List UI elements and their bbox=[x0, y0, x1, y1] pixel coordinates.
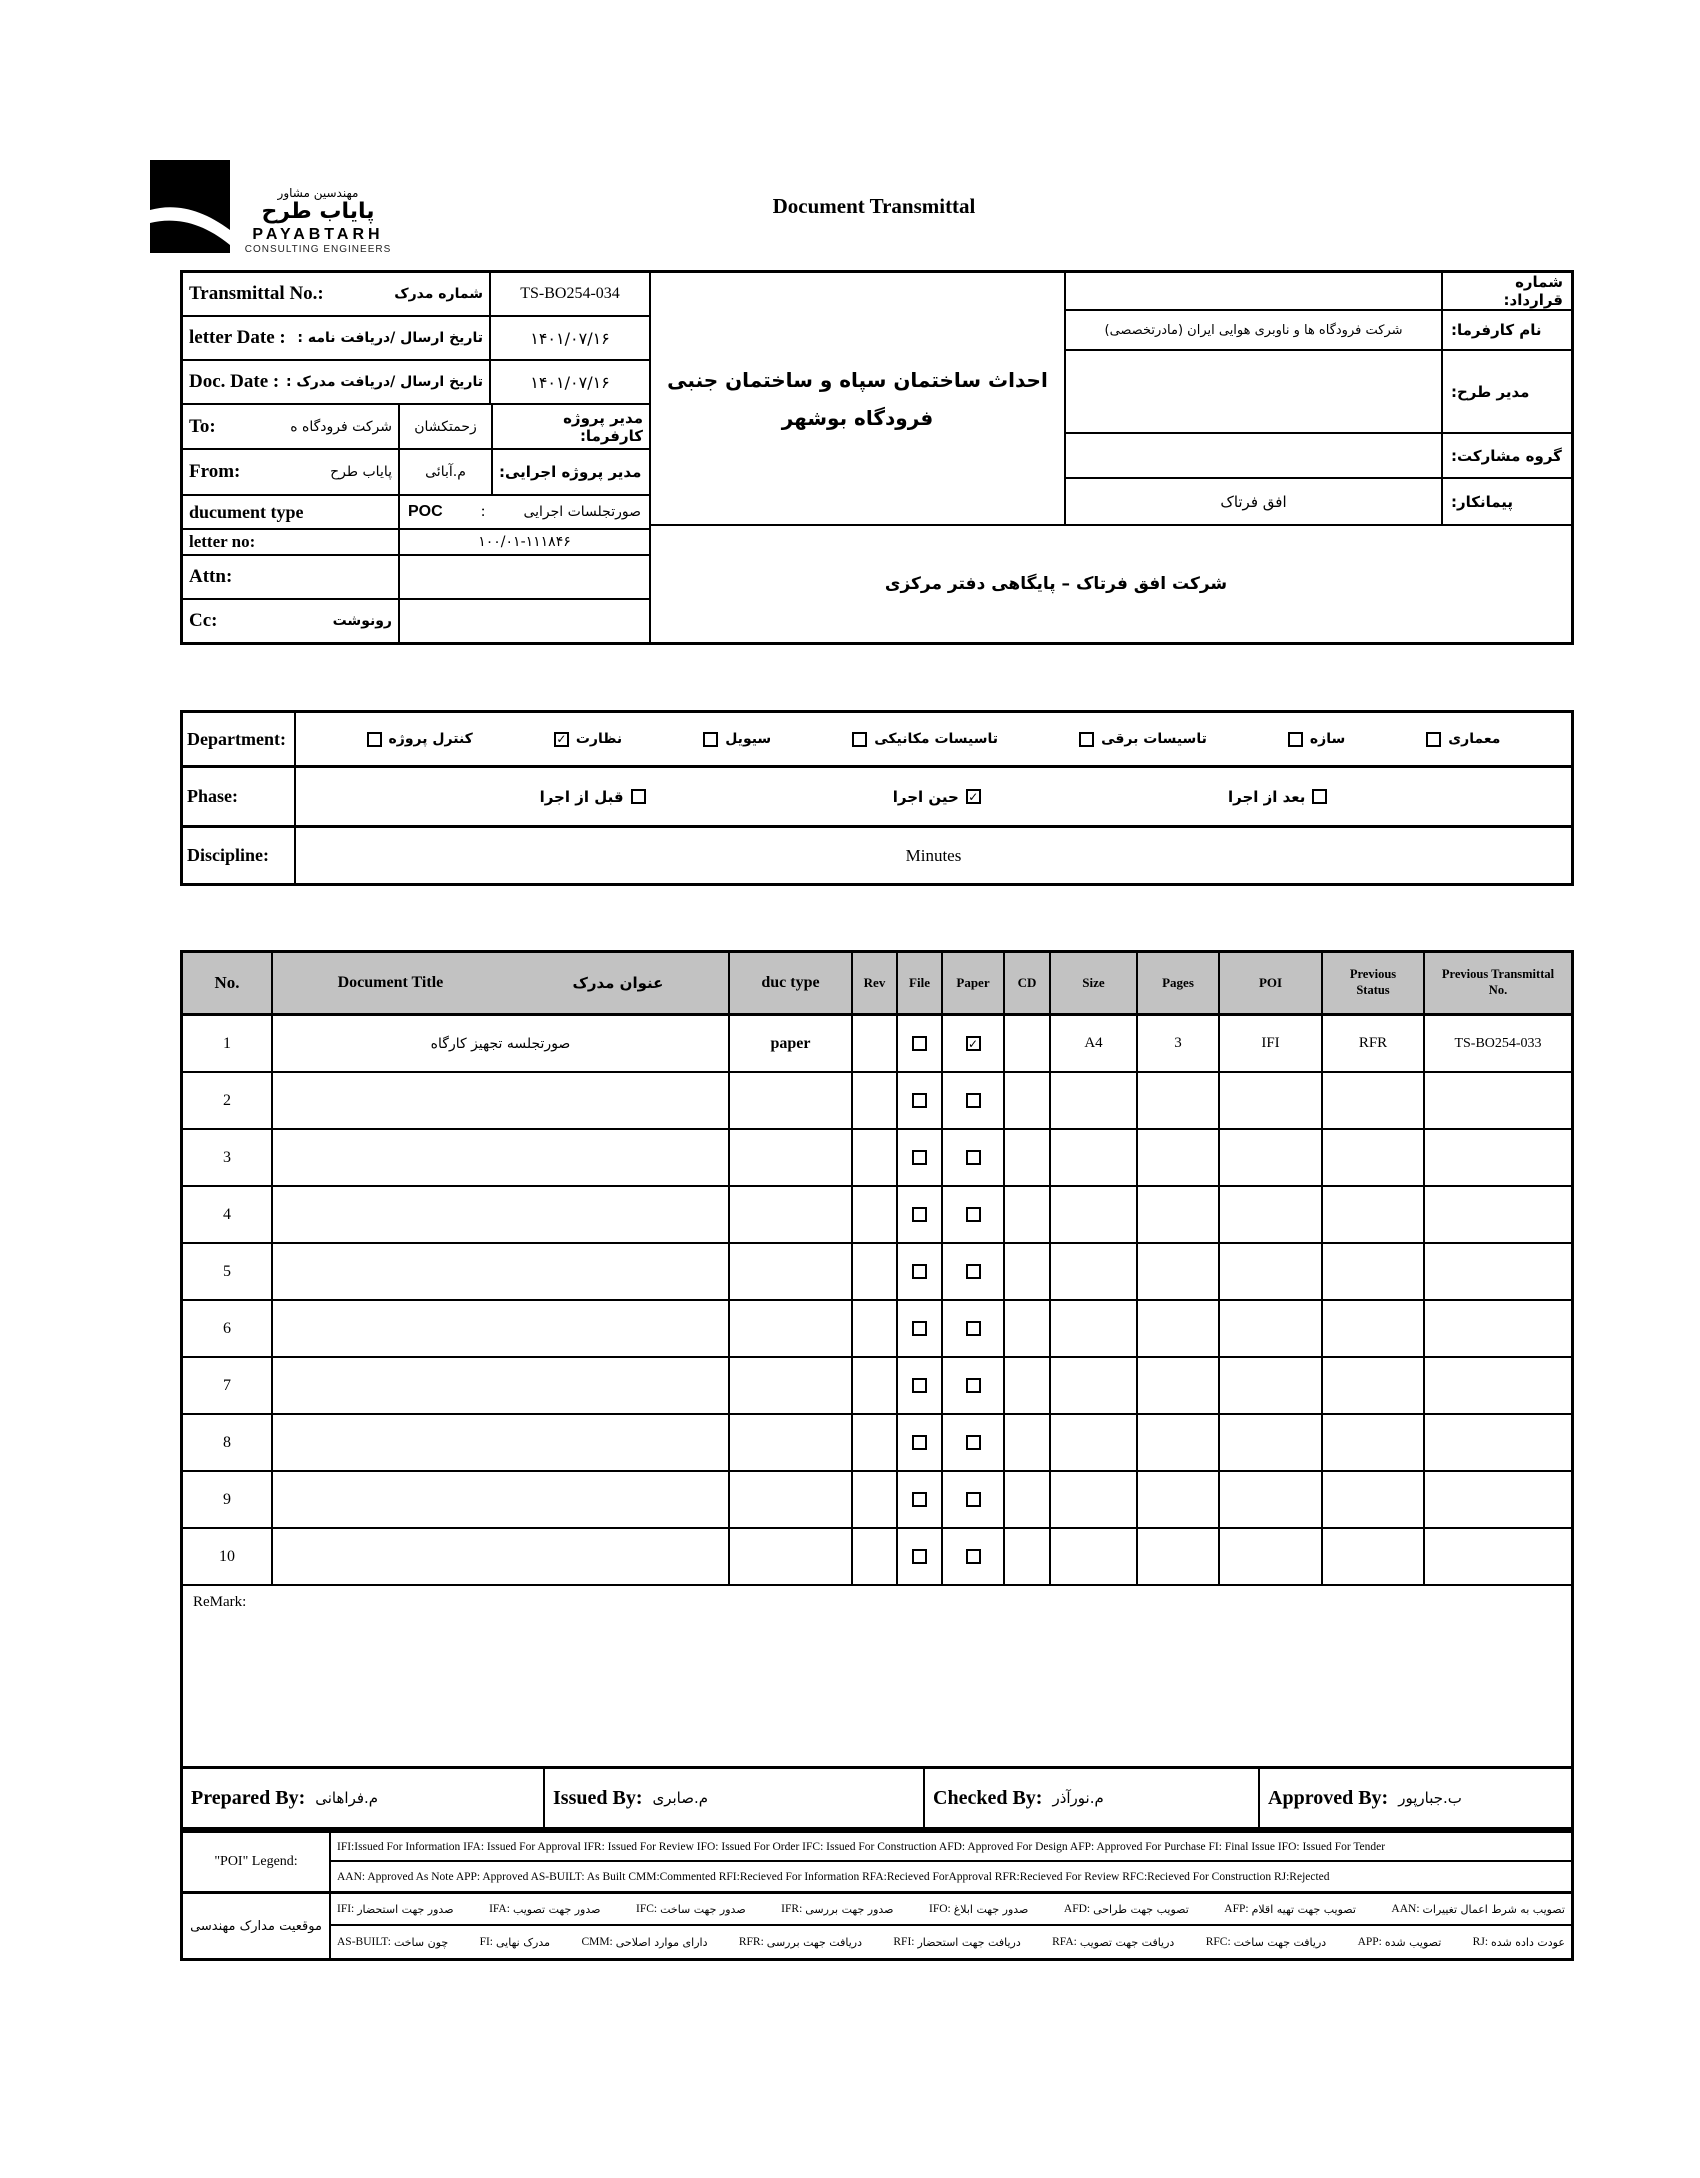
cell-paper bbox=[941, 1358, 1003, 1413]
cell-no: 6 bbox=[223, 1319, 231, 1337]
cell-title bbox=[271, 1187, 728, 1242]
cell-rev bbox=[851, 1073, 896, 1128]
poi-legend-en-line1: IFI:Issued For Information IFA: Issued For Approval IFR: Issued For Review IFO: Issued For Order IFC: Issued For Construction AFD: Approved For Design AFP: Approved For Purchase FI: Final Issue IFO: Issued For Tender bbox=[331, 1833, 1571, 1862]
poi-legend-fa-section bbox=[183, 1894, 1571, 1958]
cell-rev bbox=[851, 1244, 896, 1299]
checked-by-value: م.نورآذر bbox=[1052, 1789, 1104, 1807]
cell-paper bbox=[941, 1244, 1003, 1299]
cell-title bbox=[271, 1244, 728, 1299]
header-prev-status: Previous Status bbox=[1321, 953, 1423, 1013]
cell-cd bbox=[1003, 1073, 1049, 1128]
header-duc-type: duc type bbox=[728, 953, 851, 1013]
cell-cd bbox=[1003, 1016, 1049, 1071]
cell-pages bbox=[1136, 1130, 1218, 1185]
letter-date-label-fa: تاریخ ارسال /دریافت نامه : bbox=[297, 330, 483, 346]
cell-prev-transmittal bbox=[1423, 1073, 1571, 1128]
cell-title: صورتجلسه تجهیز کارگاه bbox=[271, 1016, 728, 1071]
mechanical-checkbox[interactable] bbox=[852, 732, 867, 747]
cell-title bbox=[271, 1415, 728, 1470]
cell-poi bbox=[1218, 1529, 1321, 1584]
cell-no: 4 bbox=[223, 1205, 231, 1223]
cell-pages bbox=[1136, 1187, 1218, 1242]
cell-rev bbox=[851, 1358, 896, 1413]
cell-prev-transmittal bbox=[1423, 1130, 1571, 1185]
cell-duc-type bbox=[728, 1529, 851, 1584]
plan-manager-value bbox=[1066, 351, 1441, 432]
classification-table bbox=[180, 710, 1574, 886]
legend-item: AFP: تصویب جهت تهیه اقلام bbox=[1224, 1902, 1356, 1916]
legend-item: IFA: صدور جهت تصویب bbox=[489, 1902, 601, 1916]
cell-duc-type bbox=[728, 1301, 851, 1356]
department-item-electrical: تاسیسات برقی bbox=[1079, 731, 1207, 747]
poi-legend-en-line2: AAN: Approved As Note APP: Approved AS-BUILT: As Built CMM:Commented RFI:Recieved For Information RFA:Recieved ForApproval RFR:Recieved For Review RFC:Recieved For Construction RJ:Rejected bbox=[337, 1870, 1330, 1883]
cell-title bbox=[271, 1472, 728, 1527]
doc-row-9 bbox=[183, 1472, 1571, 1529]
approved-by-label: Approved By: bbox=[1268, 1786, 1389, 1809]
legend-item: APP: تصویب شده bbox=[1357, 1935, 1442, 1949]
doc-row-4 bbox=[183, 1187, 1571, 1244]
logo-name-en: PAYABTARH bbox=[252, 226, 384, 244]
letter-no-value: ۱۰۰/۰۱-۱۱۱۸۴۶ bbox=[398, 530, 649, 554]
row-attn bbox=[183, 556, 649, 600]
row-to bbox=[183, 405, 649, 450]
prepared-by-cell bbox=[183, 1769, 543, 1827]
doc-date-label-en: Doc. Date : bbox=[189, 371, 280, 392]
file-checkbox[interactable] bbox=[912, 1264, 927, 1279]
row-document-type bbox=[183, 496, 649, 530]
doc-row-1 bbox=[183, 1016, 1571, 1073]
cell-paper bbox=[941, 1130, 1003, 1185]
document-type-label: ducument type bbox=[189, 501, 304, 522]
project-title-line2: فرودگاه بوشهر bbox=[781, 405, 934, 430]
cell-no: 1 bbox=[223, 1034, 231, 1052]
phase-during-checkbox[interactable]: ✓ bbox=[966, 789, 981, 804]
issued-by-value: م.صابری bbox=[652, 1789, 709, 1807]
cell-duc-type bbox=[728, 1073, 851, 1128]
cell-pages bbox=[1136, 1358, 1218, 1413]
cell-duc-type: paper bbox=[728, 1016, 851, 1071]
department-label: Department: bbox=[183, 713, 296, 765]
approved-by-cell bbox=[1258, 1769, 1571, 1827]
legend-item: AFD: تصویب جهت طراحی bbox=[1063, 1902, 1189, 1916]
cell-file bbox=[896, 1244, 941, 1299]
cell-prev-status bbox=[1321, 1415, 1423, 1470]
row-partnership bbox=[1066, 434, 1571, 479]
department-item-structure: سازه bbox=[1288, 731, 1345, 747]
legend-item: RFR: دریافت جهت بررسی bbox=[738, 1935, 862, 1949]
cell-file bbox=[896, 1016, 941, 1071]
cell-rev bbox=[851, 1016, 896, 1071]
cell-size bbox=[1049, 1130, 1136, 1185]
cell-size bbox=[1049, 1244, 1136, 1299]
legend-item: AS-BUILT: چون ساخت bbox=[337, 1935, 449, 1949]
legend-item: IFR: صدور جهت بررسی bbox=[781, 1902, 894, 1916]
cell-size bbox=[1049, 1187, 1136, 1242]
paper-checkbox[interactable] bbox=[966, 1549, 981, 1564]
contractor-value: افق فرتاک bbox=[1220, 492, 1287, 511]
discipline-label: Discipline: bbox=[183, 828, 296, 883]
client-label: نام کارفرما: bbox=[1441, 311, 1571, 349]
legend-item: RFI: دریافت جهت استحضار bbox=[893, 1935, 1021, 1949]
cell-prev-transmittal bbox=[1423, 1472, 1571, 1527]
cell-duc-type bbox=[728, 1472, 851, 1527]
department-item-project-control: کنترل پروژه bbox=[367, 731, 473, 747]
phase-after-checkbox[interactable] bbox=[1312, 789, 1327, 804]
contract-no-label: شماره قرارداد: bbox=[1441, 273, 1571, 309]
transmittal-no-value: TS-BO254-034 bbox=[489, 273, 649, 315]
phase-row bbox=[183, 768, 1571, 828]
paper-checkbox[interactable] bbox=[966, 1321, 981, 1336]
cell-paper bbox=[941, 1073, 1003, 1128]
letter-date-value: ۱۴۰۱/۰۷/۱۶ bbox=[489, 317, 649, 359]
cell-file bbox=[896, 1358, 941, 1413]
file-checkbox[interactable] bbox=[912, 1492, 927, 1507]
file-checkbox[interactable] bbox=[912, 1549, 927, 1564]
document-type-fa: صورتجلسات اجرایی bbox=[523, 504, 641, 520]
legend-item: IFI: صدور جهت استحضار bbox=[337, 1902, 454, 1916]
cell-paper bbox=[941, 1301, 1003, 1356]
cell-size bbox=[1049, 1415, 1136, 1470]
cell-title bbox=[271, 1130, 728, 1185]
header-cd: CD bbox=[1003, 953, 1049, 1013]
fa-legend-line2 bbox=[331, 1926, 1571, 1958]
approved-by-value: ب.جبارپور bbox=[1398, 1789, 1462, 1807]
cell-size bbox=[1049, 1472, 1136, 1527]
cell-cd bbox=[1003, 1358, 1049, 1413]
poi-legend-label: "POI" Legend: bbox=[183, 1833, 331, 1891]
row-letter-no bbox=[183, 530, 649, 556]
cell-prev-status bbox=[1321, 1073, 1423, 1128]
remark-label: ReMark: bbox=[193, 1594, 247, 1610]
file-checkbox[interactable] bbox=[912, 1321, 927, 1336]
document-type-code: POC bbox=[408, 503, 443, 520]
cell-poi: IFI bbox=[1218, 1016, 1321, 1071]
cell-pages bbox=[1136, 1244, 1218, 1299]
prepared-by-label: Prepared By: bbox=[191, 1786, 306, 1809]
legend-item: CMM: دارای موارد اصلاحی bbox=[581, 1935, 708, 1949]
cell-prev-transmittal bbox=[1423, 1244, 1571, 1299]
cell-paper bbox=[941, 1529, 1003, 1584]
cell-prev-transmittal bbox=[1423, 1529, 1571, 1584]
department-item-civil: سیویل bbox=[703, 731, 771, 747]
partnership-value bbox=[1066, 434, 1441, 477]
letter-no-label: letter no: bbox=[189, 532, 256, 551]
department-row bbox=[183, 713, 1571, 768]
poi-legend-en-section bbox=[183, 1833, 1571, 1894]
header-paper: Paper bbox=[941, 953, 1003, 1013]
header-size: Size bbox=[1049, 953, 1136, 1013]
cell-poi bbox=[1218, 1130, 1321, 1185]
cell-no: 10 bbox=[219, 1547, 235, 1565]
phase-item-before: قبل از اجرا bbox=[540, 788, 646, 806]
row-doc-date bbox=[183, 361, 649, 405]
cell-no: 7 bbox=[223, 1376, 231, 1394]
paper-checkbox[interactable] bbox=[966, 1492, 981, 1507]
cell-rev bbox=[851, 1301, 896, 1356]
paper-checkbox[interactable] bbox=[966, 1435, 981, 1450]
logo-tagline: مهندسین مشاور bbox=[277, 186, 359, 200]
project-title-cell bbox=[651, 273, 1066, 524]
fa-legend-line1 bbox=[331, 1894, 1571, 1926]
cell-file bbox=[896, 1187, 941, 1242]
contract-no-value bbox=[1066, 273, 1441, 309]
doc-row-3 bbox=[183, 1130, 1571, 1187]
client-value: شرکت فرودگاه ها و ناوبری هوایی ایران (مادرتخصصی) bbox=[1104, 322, 1403, 338]
cell-file bbox=[896, 1301, 941, 1356]
cell-poi bbox=[1218, 1244, 1321, 1299]
legend-item: RFC: دریافت جهت ساخت bbox=[1205, 1935, 1327, 1949]
cell-size bbox=[1049, 1529, 1136, 1584]
cell-duc-type bbox=[728, 1244, 851, 1299]
cell-cd bbox=[1003, 1301, 1049, 1356]
doc-date-value: ۱۴۰۱/۰۷/۱۶ bbox=[489, 361, 649, 403]
cell-paper bbox=[941, 1415, 1003, 1470]
file-checkbox[interactable] bbox=[912, 1093, 927, 1108]
row-client bbox=[1066, 311, 1571, 351]
file-checkbox[interactable] bbox=[912, 1207, 927, 1222]
cell-file bbox=[896, 1472, 941, 1527]
contractor-label: پیمانکار: bbox=[1441, 479, 1571, 524]
row-letter-date bbox=[183, 317, 649, 361]
cell-poi bbox=[1218, 1415, 1321, 1470]
cell-prev-status bbox=[1321, 1358, 1423, 1413]
doc-row-5 bbox=[183, 1244, 1571, 1301]
cell-no: 8 bbox=[223, 1433, 231, 1451]
header-poi: POI bbox=[1218, 953, 1321, 1013]
attn-label: Attn: bbox=[189, 566, 233, 587]
cell-duc-type bbox=[728, 1415, 851, 1470]
cell-pages bbox=[1136, 1472, 1218, 1527]
file-checkbox[interactable] bbox=[912, 1435, 927, 1450]
paper-checkbox[interactable] bbox=[966, 1207, 981, 1222]
doc-row-6 bbox=[183, 1301, 1571, 1358]
cell-poi bbox=[1218, 1301, 1321, 1356]
checked-by-label: Checked By: bbox=[933, 1786, 1043, 1809]
cc-label-en: Cc: bbox=[189, 610, 218, 631]
cell-no: 5 bbox=[223, 1262, 231, 1280]
cell-pages: 3 bbox=[1136, 1016, 1218, 1071]
cell-prev-status: RFR bbox=[1321, 1016, 1423, 1071]
cell-duc-type bbox=[728, 1130, 851, 1185]
header-prev-transmittal: Previous Transmittal No. bbox=[1423, 953, 1571, 1013]
cell-poi bbox=[1218, 1358, 1321, 1413]
cell-duc-type bbox=[728, 1187, 851, 1242]
cell-file bbox=[896, 1073, 941, 1128]
cell-file bbox=[896, 1415, 941, 1470]
cell-file bbox=[896, 1529, 941, 1584]
cell-no: 9 bbox=[223, 1490, 231, 1508]
cell-poi bbox=[1218, 1187, 1321, 1242]
cell-cd bbox=[1003, 1472, 1049, 1527]
cell-prev-status bbox=[1321, 1130, 1423, 1185]
legend-item: IFO: صدور جهت ابلاغ bbox=[929, 1902, 1029, 1916]
cell-prev-transmittal bbox=[1423, 1415, 1571, 1470]
architecture-checkbox[interactable] bbox=[1426, 732, 1441, 747]
to-value: شرکت فرودگاه ه bbox=[290, 418, 392, 435]
cell-no: 2 bbox=[223, 1091, 231, 1109]
cell-rev bbox=[851, 1130, 896, 1185]
discipline-row bbox=[183, 828, 1571, 883]
logo-subtitle: CONSULTING ENGINEERS bbox=[244, 244, 392, 256]
cell-size bbox=[1049, 1358, 1136, 1413]
doc-row-10 bbox=[183, 1529, 1571, 1586]
fa-legend-label: موقعیت مدارک مهندسی bbox=[183, 1894, 331, 1958]
cc-label-fa: رونوشت bbox=[332, 613, 392, 629]
poi-legend bbox=[180, 1830, 1574, 1961]
department-item-architecture: معماری bbox=[1426, 731, 1500, 747]
cell-cd bbox=[1003, 1529, 1049, 1584]
header-pages: Pages bbox=[1136, 953, 1218, 1013]
discipline-value: Minutes bbox=[905, 845, 962, 865]
paper-checkbox[interactable] bbox=[966, 1378, 981, 1393]
transmittal-no-label-fa: شماره مدرک bbox=[394, 286, 483, 302]
from-person: م.آبائی bbox=[398, 450, 491, 494]
transmittal-info-table bbox=[180, 270, 1574, 645]
to-label: To: bbox=[189, 415, 216, 437]
phase-before-checkbox[interactable] bbox=[631, 789, 646, 804]
cell-title bbox=[271, 1529, 728, 1584]
paper-checkbox[interactable]: ✓ bbox=[966, 1036, 981, 1051]
legend-item: IFC: صدور جهت ساخت bbox=[636, 1902, 746, 1916]
file-checkbox[interactable] bbox=[912, 1378, 927, 1393]
cell-paper bbox=[941, 1016, 1003, 1071]
department-item-mechanical: تاسیسات مکانیکی bbox=[852, 731, 998, 747]
transmittal-no-label-en: Transmittal No.: bbox=[189, 283, 324, 304]
supervision-checkbox[interactable]: ✓ bbox=[554, 732, 569, 747]
row-transmittal-no bbox=[183, 273, 649, 317]
row-contractor bbox=[1066, 479, 1571, 524]
checked-by-cell bbox=[923, 1769, 1258, 1827]
header-rev: Rev bbox=[851, 953, 896, 1013]
cell-title bbox=[271, 1358, 728, 1413]
from-role-label: مدیر پروژه اجرایی: bbox=[491, 450, 649, 494]
from-value: پایاب طرح bbox=[330, 464, 392, 480]
cell-pages bbox=[1136, 1073, 1218, 1128]
row-from bbox=[183, 450, 649, 496]
cell-prev-status bbox=[1321, 1301, 1423, 1356]
document-type-colon: : bbox=[480, 503, 486, 520]
row-contract-no bbox=[1066, 273, 1571, 311]
cell-cd bbox=[1003, 1415, 1049, 1470]
cell-prev-status bbox=[1321, 1472, 1423, 1527]
issued-by-cell bbox=[543, 1769, 923, 1827]
file-checkbox[interactable] bbox=[912, 1036, 927, 1051]
from-label: From: bbox=[189, 461, 241, 482]
cell-title bbox=[271, 1301, 728, 1356]
prepared-by-value: م.فراهانی bbox=[315, 1789, 379, 1807]
letter-date-label-en: letter Date : bbox=[189, 327, 286, 348]
project-control-checkbox[interactable] bbox=[367, 732, 382, 747]
paper-checkbox[interactable] bbox=[966, 1150, 981, 1165]
department-item-supervision: ✓ نظارت bbox=[554, 731, 622, 747]
cell-duc-type bbox=[728, 1358, 851, 1413]
header-title: Document Title عنوان مدرک bbox=[271, 953, 728, 1013]
logo-name-fa: پایاب طرح bbox=[261, 199, 375, 224]
header-no: No. bbox=[214, 973, 240, 993]
cell-rev bbox=[851, 1529, 896, 1584]
cell-prev-status bbox=[1321, 1244, 1423, 1299]
doc-row-7 bbox=[183, 1358, 1571, 1415]
paper-checkbox[interactable] bbox=[966, 1264, 981, 1279]
structure-checkbox[interactable] bbox=[1288, 732, 1303, 747]
cell-no: 3 bbox=[223, 1148, 231, 1166]
cell-file bbox=[896, 1130, 941, 1185]
cell-cd bbox=[1003, 1187, 1049, 1242]
phase-item-during: حین اجرا ✓ bbox=[893, 788, 981, 806]
row-plan-manager bbox=[1066, 351, 1571, 434]
file-checkbox[interactable] bbox=[912, 1150, 927, 1165]
civil-checkbox[interactable] bbox=[703, 732, 718, 747]
signature-row bbox=[180, 1766, 1574, 1830]
legend-item: RFA: دریافت جهت تصویب bbox=[1052, 1935, 1175, 1949]
document-table-header bbox=[183, 953, 1571, 1016]
cell-prev-transmittal bbox=[1423, 1358, 1571, 1413]
header-file: File bbox=[896, 953, 941, 1013]
cell-title bbox=[271, 1073, 728, 1128]
phase-label: Phase: bbox=[183, 768, 296, 825]
remark-area bbox=[183, 1586, 1571, 1766]
cell-size bbox=[1049, 1301, 1136, 1356]
cell-rev bbox=[851, 1187, 896, 1242]
electrical-checkbox[interactable] bbox=[1079, 732, 1094, 747]
cell-cd bbox=[1003, 1130, 1049, 1185]
cell-poi bbox=[1218, 1472, 1321, 1527]
phase-item-after: بعد از اجرا bbox=[1228, 788, 1327, 806]
cell-pages bbox=[1136, 1415, 1218, 1470]
cell-size bbox=[1049, 1073, 1136, 1128]
legend-item: FI: مدرک نهایی bbox=[479, 1935, 551, 1949]
cell-prev-status bbox=[1321, 1529, 1423, 1584]
paper-checkbox[interactable] bbox=[966, 1093, 981, 1108]
cell-rev bbox=[851, 1472, 896, 1527]
document-list-table bbox=[180, 950, 1574, 1769]
legend-item: AAN: تصویب به شرط اعمال تغییرات bbox=[1391, 1902, 1565, 1916]
plan-manager-label: مدیر طرح: bbox=[1441, 351, 1571, 432]
doc-date-label-fa: تاریخ ارسال /دریافت مدرک : bbox=[285, 374, 483, 390]
cell-prev-transmittal bbox=[1423, 1187, 1571, 1242]
cell-pages bbox=[1136, 1301, 1218, 1356]
cell-prev-transmittal: TS-BO254-033 bbox=[1423, 1016, 1571, 1071]
issued-by-label: Issued By: bbox=[553, 1786, 643, 1809]
partnership-label: گروه مشارکت: bbox=[1441, 434, 1571, 477]
cc-company-value: شرکت افق فرتاک – پایگاهی دفتر مرکزی bbox=[884, 574, 1228, 594]
cell-pages bbox=[1136, 1529, 1218, 1584]
cell-paper bbox=[941, 1472, 1003, 1527]
to-role-label: مدیر پروژه کارفرما: bbox=[491, 405, 649, 448]
legend-item: RJ: عودت داده شده bbox=[1472, 1935, 1565, 1949]
cell-size: A4 bbox=[1049, 1016, 1136, 1071]
project-title-line1: احداث ساختمان سپاه و ساختمان جنبی bbox=[667, 367, 1048, 392]
cell-cd bbox=[1003, 1244, 1049, 1299]
cell-rev bbox=[851, 1415, 896, 1470]
doc-row-8 bbox=[183, 1415, 1571, 1472]
cell-prev-transmittal bbox=[1423, 1301, 1571, 1356]
to-person: زحمتکشان bbox=[398, 405, 491, 448]
cell-prev-status bbox=[1321, 1187, 1423, 1242]
page-title: Document Transmittal bbox=[772, 194, 976, 218]
attn-value bbox=[398, 556, 649, 598]
cell-paper bbox=[941, 1187, 1003, 1242]
cell-poi bbox=[1218, 1073, 1321, 1128]
row-cc bbox=[183, 600, 649, 642]
doc-row-2 bbox=[183, 1073, 1571, 1130]
